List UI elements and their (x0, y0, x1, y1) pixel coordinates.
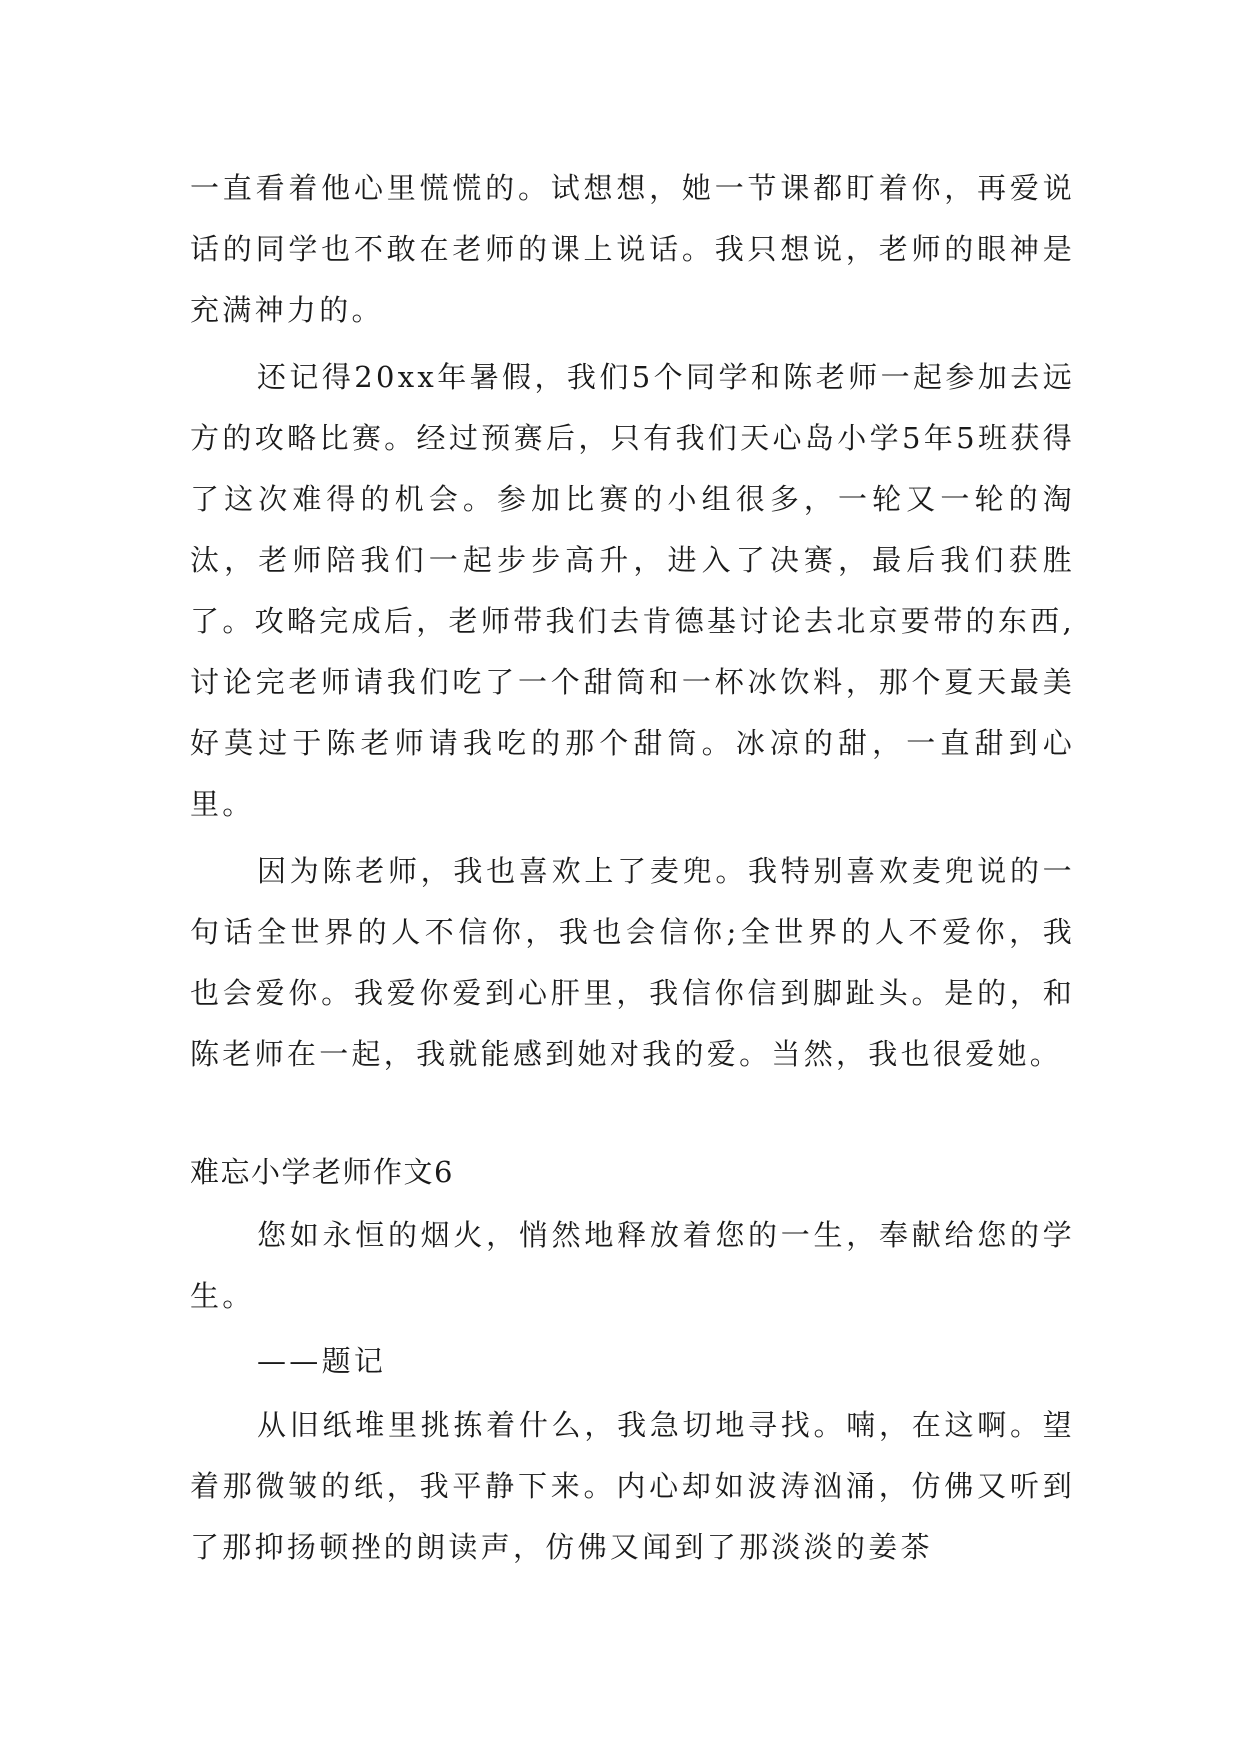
paragraph-continuation: 一直看着他心里慌慌的。试想想，她一节课都盯着你，再爱说话的同学也不敢在老师的课上说话。我只想说，老师的眼神是充满神力的。 (190, 171, 1075, 327)
paragraph-epigraph: 您如永恒的烟火，悄然地释放着您的一生，奉献给您的学生。 (190, 1218, 1075, 1313)
paragraph-maidou: 因为陈老师，我也喜欢上了麦兜。我特别喜欢麦兜说的一句话全世界的人不信你，我也会信你;全世界的人不爱你，我也会爱你。我爱你爱到心肝里，我信你信到脚趾头。是的，和陈老师在一起，我就能感到她对我的爱。当然，我也很爱她。 (190, 854, 1075, 1071)
section-spacer (190, 1091, 1075, 1147)
document-body (190, 158, 1075, 1584)
section-title: 难忘小学老师作文6 (190, 1155, 454, 1189)
paragraph-contest: 还记得20xx年暑假，我们5个同学和陈老师一起参加去远方的攻略比赛。经过预赛后，只有我们天心岛小学5年5班获得了这次难得的机会。参加比赛的小组很多，一轮又一轮的淘汰，老师陪我们一起步步高升，进入了决赛，最后我们获胜了。攻略完成后，老师带我们去肯德基讨论去北京要带的东西,讨论完老师请我们吃了一个甜筒和一杯冰饮料，那个夏天最美好莫过于陈老师请我吃的那个甜筒。冰凉的甜，一直甜到心里。 (190, 360, 1075, 821)
epigraph-note: ——题记 (257, 1344, 387, 1378)
paragraph-search: 从旧纸堆里挑拣着什么，我急切地寻找。喃，在这啊。望着那微皱的纸，我平静下来。内心却如波涛汹涌，仿佛又听到了那抑扬顿挫的朗读声，仿佛又闻到了那淡淡的姜茶 (190, 1408, 1075, 1564)
